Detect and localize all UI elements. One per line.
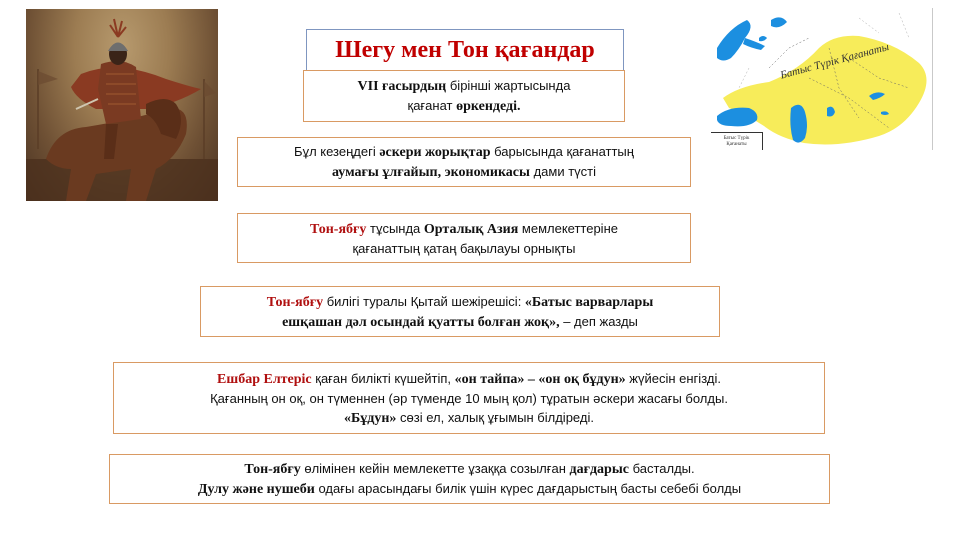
map-legend-line1: Батыс Түрік bbox=[723, 136, 750, 141]
slide-title-box bbox=[306, 29, 624, 71]
bold-text: аумағы ұлғайып, экономикасы bbox=[332, 165, 530, 180]
map-illustration-icon bbox=[709, 8, 933, 150]
info-line bbox=[358, 76, 571, 96]
info-line bbox=[294, 142, 634, 162]
plain-text: билігі туралы Қытай шежірешісі: bbox=[323, 293, 525, 309]
plain-text: – деп жазды bbox=[559, 313, 638, 329]
plain-text: қағанат bbox=[407, 98, 457, 113]
info-box-central-asia bbox=[237, 213, 691, 263]
info-line bbox=[282, 312, 638, 332]
info-box-on-ok-budun bbox=[113, 362, 825, 434]
bold-text: өркендеді. bbox=[456, 99, 521, 114]
bold-text: Тон-ябғу bbox=[244, 462, 301, 477]
info-line bbox=[217, 369, 721, 389]
info-line bbox=[198, 479, 741, 499]
bold-text: ешқашан дәл осындай қуатты болған жоқ», bbox=[282, 314, 560, 330]
bold-text: «Бұдун» bbox=[344, 410, 397, 426]
info-line bbox=[332, 162, 596, 182]
slide-title: Шегу мен Тон қағандар bbox=[335, 36, 595, 63]
warrior-illustration-icon bbox=[26, 9, 218, 201]
plain-text: Қағанның он оқ, он түменнен (әр түменде 10 мың қол) тұратын әскери жасағы болды. bbox=[210, 390, 728, 406]
bold-text: Дулу және нушеби bbox=[197, 482, 315, 497]
bold-text: Орталық Азия bbox=[423, 221, 519, 237]
plain-text: қаған билікті күшейтіп, bbox=[311, 370, 455, 386]
info-line bbox=[267, 292, 654, 312]
info-line bbox=[408, 96, 521, 116]
plain-text: өлімінен кейін мемлекетте ұзаққа созылған bbox=[300, 461, 570, 476]
plain-text: тұсында bbox=[366, 220, 424, 236]
plain-text: барысында қағанаттың bbox=[490, 144, 634, 159]
info-box-crisis bbox=[109, 454, 830, 504]
info-box-military-campaigns bbox=[237, 137, 691, 187]
plain-text: қағанаттың қатаң бақылауы орнықты bbox=[352, 240, 576, 256]
bold-text: дағдарыс bbox=[569, 462, 629, 477]
info-line bbox=[210, 389, 728, 408]
highlight-name: Тон-ябғу bbox=[310, 221, 367, 237]
highlight-name: Ешбар Елтеріс bbox=[217, 371, 312, 387]
warrior-image bbox=[26, 9, 218, 201]
plain-text: дами түсті bbox=[529, 164, 596, 179]
plain-text: бірінші жартысында bbox=[446, 78, 571, 93]
plain-text: сөзі ел, халық ұғымын білдіреді. bbox=[396, 409, 594, 425]
info-box-chinese-chronicler bbox=[200, 286, 720, 337]
map-legend bbox=[711, 132, 763, 150]
map-region-label: Батыс Түрік Қағанаты bbox=[779, 41, 891, 82]
bold-text: VII ғасырдың bbox=[357, 79, 447, 94]
khaganate-map bbox=[709, 8, 933, 150]
plain-text: Бұл кезеңдегі bbox=[294, 144, 380, 159]
info-line bbox=[244, 459, 694, 479]
plain-text: мемлекеттеріне bbox=[518, 220, 618, 236]
map-legend-line2: Қағанаты bbox=[726, 142, 747, 147]
info-line bbox=[310, 219, 618, 239]
bold-text: «он тайпа» – «он оқ бұдун» bbox=[454, 371, 626, 387]
info-box-7th-century bbox=[303, 70, 625, 122]
info-line bbox=[352, 239, 575, 258]
plain-text: одағы арасындағы билік үшін күрес дағдарыстың басты себебі болды bbox=[314, 481, 742, 496]
highlight-name: Тон-ябғу bbox=[266, 294, 324, 310]
plain-text: жүйесін енгізді. bbox=[625, 370, 721, 386]
bold-text: әскери жорықтар bbox=[379, 145, 491, 160]
info-line bbox=[344, 408, 594, 428]
plain-text: басталды. bbox=[628, 461, 695, 476]
bold-text: «Батыс варварлары bbox=[524, 294, 654, 310]
